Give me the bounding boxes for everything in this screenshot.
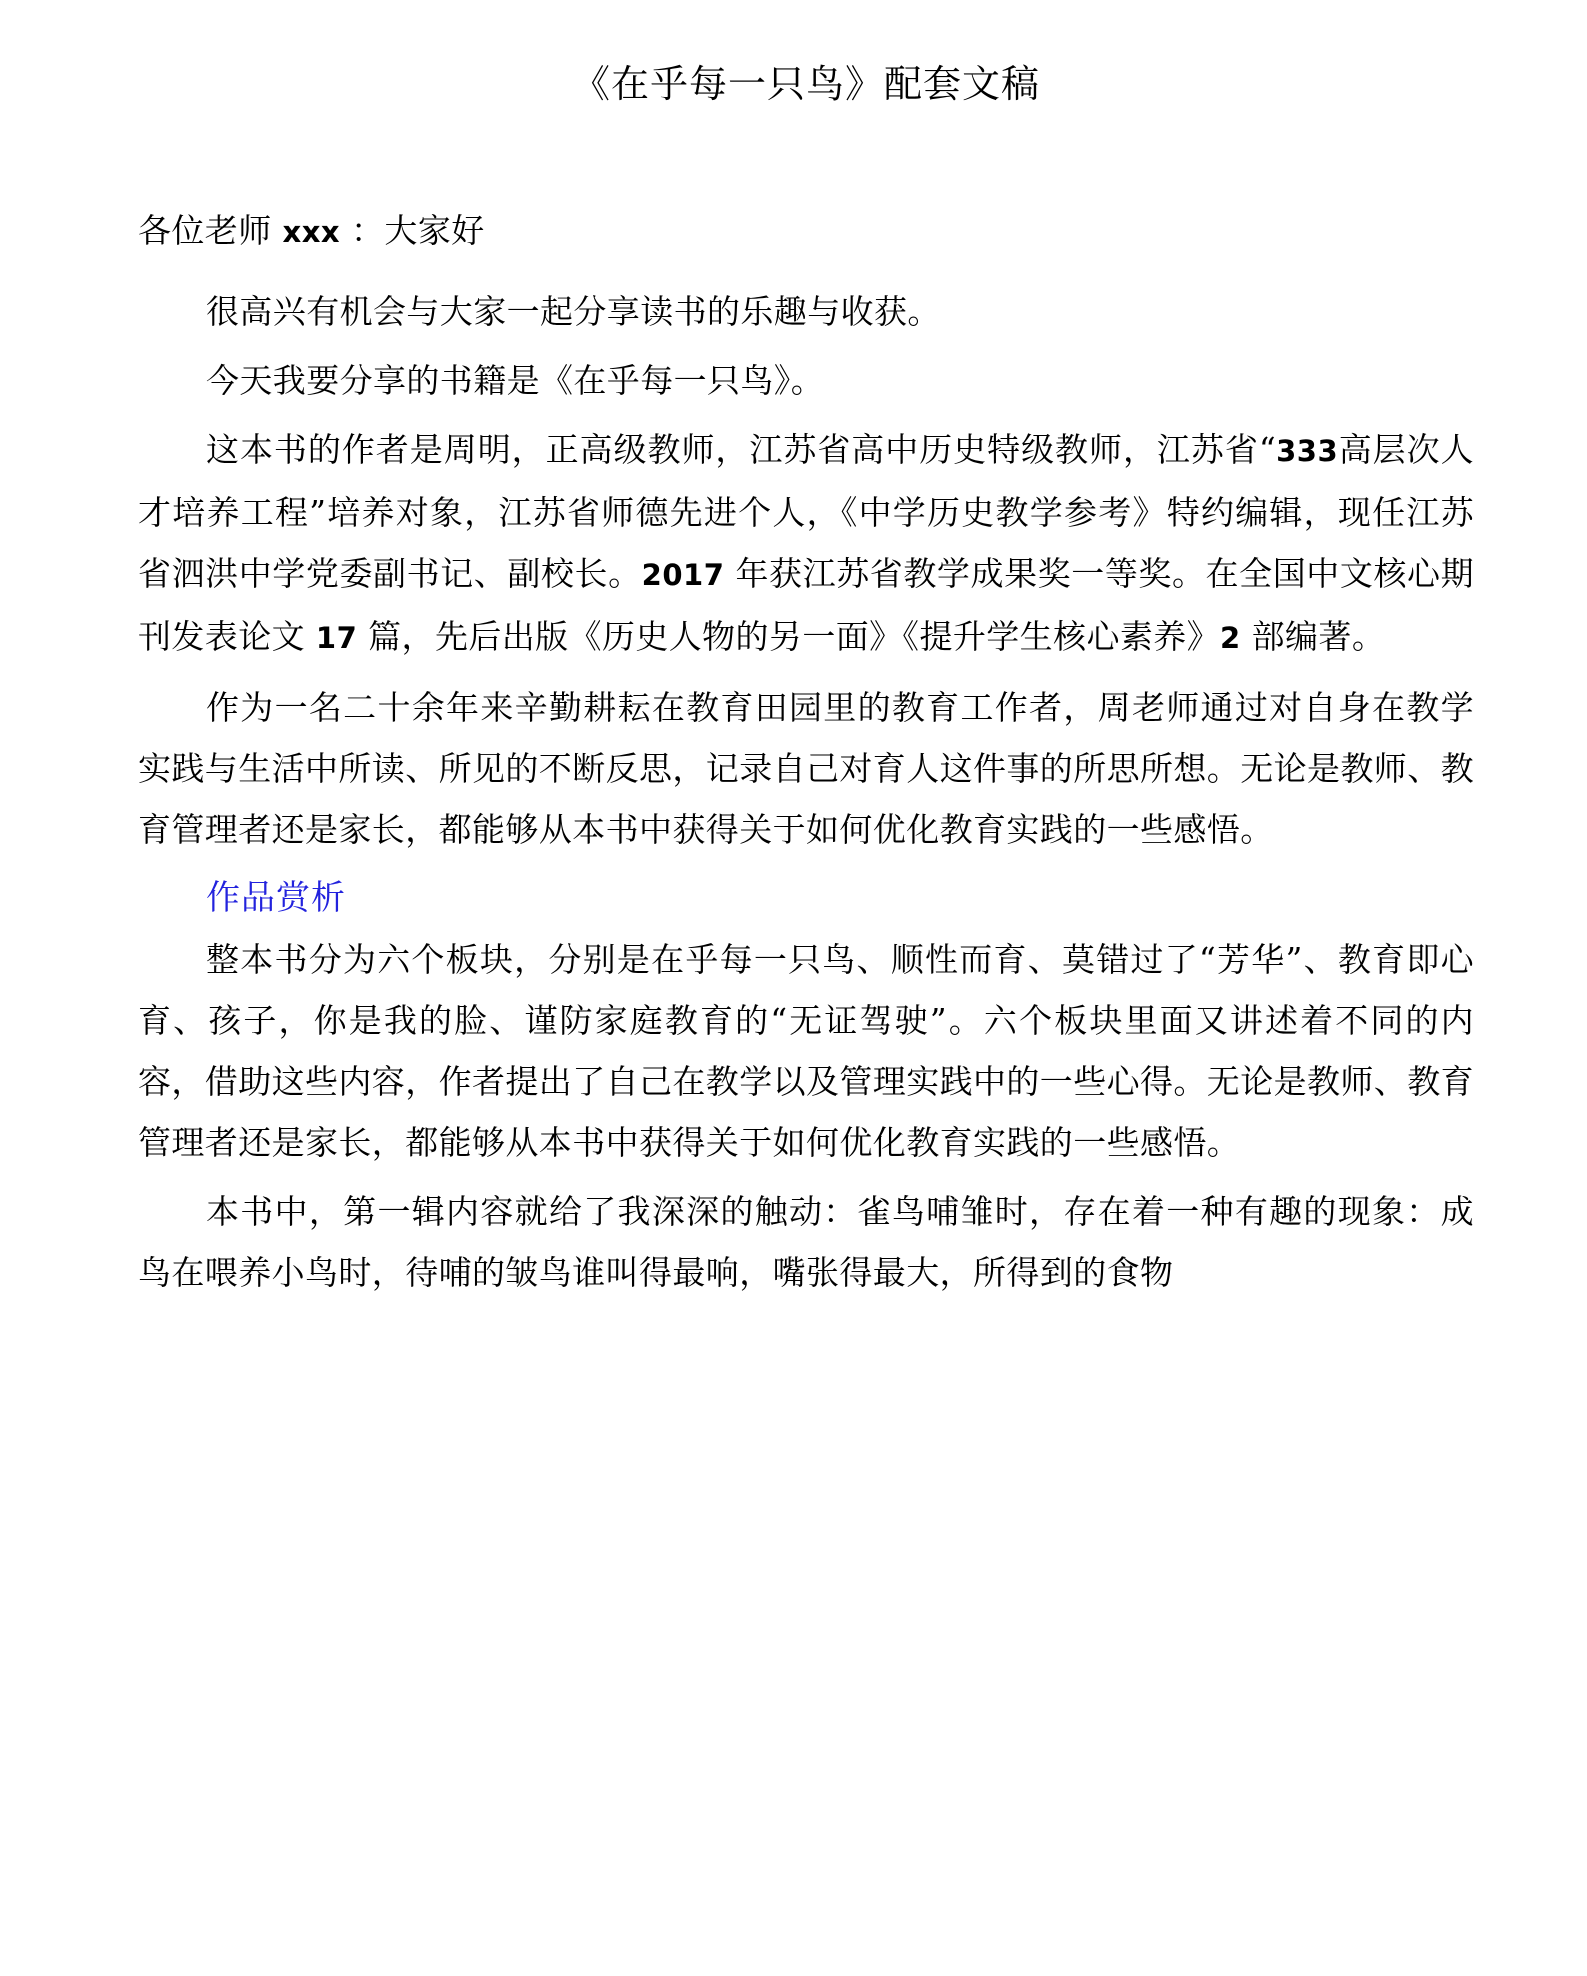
paragraph-spacer-5 bbox=[138, 860, 1474, 868]
bio-segment-4: 篇，先后出版《历史人物的另一面》《提升学生核心素养》 bbox=[368, 616, 1221, 656]
paragraph-reflection: 作为一名二十余年来辛勤耕耘在教育田园里的教育工作者，周老师通过对自身在教学实践与生活中所读、所见的不断反思，记录自己对育人这件事的所思所想。无论是教师、教育管理者还是家长，都能够从本书中获得关于如何优化教育实践的一些感悟。 bbox=[138, 687, 1474, 849]
bio-segment-1: 这本书的作者是周明，正高级教师，江苏省高中历史特级教师，江苏省“ bbox=[206, 429, 1277, 469]
bio-segment-3: 年获江苏省教学成果奖一等奖。在全国中文核心期刊发表论文 bbox=[138, 553, 1475, 656]
paragraph-intro-2: 今天我要分享的书籍是《在乎每一只鸟》。 bbox=[206, 360, 825, 400]
document-content bbox=[138, 0, 1474, 1303]
bio-number-2: 2 bbox=[1220, 620, 1241, 655]
section-heading-appreciation: 作品赏析 bbox=[206, 877, 346, 918]
salutation-colon: ： bbox=[351, 210, 385, 250]
paragraph-spacer-4 bbox=[138, 669, 1474, 677]
salutation-greeting: 大家好 bbox=[384, 210, 485, 250]
salutation-prefix: 各位老师 bbox=[138, 210, 272, 250]
bio-number-2017: 2017 bbox=[641, 557, 725, 592]
salutation-line bbox=[138, 200, 1474, 263]
paragraph-spacer-6 bbox=[138, 1173, 1474, 1181]
bio-segment-2: 高层次人才培养工程”培养对象，江苏省师德先进个人，《中学历史教学参考》特约编辑，现任江苏省泗洪中学党委副书记、副校长。 bbox=[138, 429, 1474, 593]
paragraph-spacer-1 bbox=[138, 263, 1474, 281]
bio-segment-5: 部编著。 bbox=[1251, 616, 1386, 656]
paragraph-author-bio bbox=[138, 419, 1474, 669]
paragraph-spacer-2 bbox=[138, 342, 1474, 350]
paragraph-intro-1: 很高兴有机会与大家一起分享读书的乐趣与收获。 bbox=[206, 291, 941, 331]
paragraph-spacer-3 bbox=[138, 411, 1474, 419]
page-title: 《在乎每一只鸟》配套文稿 bbox=[571, 62, 1040, 106]
salutation-name-placeholder: xxx bbox=[282, 214, 341, 249]
paragraph-final: 本书中，第一辑内容就给了我深深的触动：雀鸟哺雏时，存在着一种有趣的现象：成鸟在喂养小鸟时，待哺的皱鸟谁叫得最响，嘴张得最大，所得到的食物 bbox=[138, 1191, 1474, 1292]
bio-number-333: 333 bbox=[1276, 433, 1339, 468]
paragraph-appreciation: 整本书分为六个板块，分别是在乎每一只鸟、顺性而育、莫错过了“芳华”、教育即心育、孩子，你是我的脸、谨防家庭教育的“无证驾驶”。六个板块里面又讲述着不同的内容，借助这些内容，作者提出了自己在教学以及管理实践中的一些心得。无论是教师、教育管理者还是家长，都能够从本书中获得关于如何优化教育实践的一些感悟。 bbox=[138, 939, 1474, 1162]
title-body-spacer bbox=[138, 108, 1474, 200]
bio-number-17: 17 bbox=[315, 620, 358, 655]
